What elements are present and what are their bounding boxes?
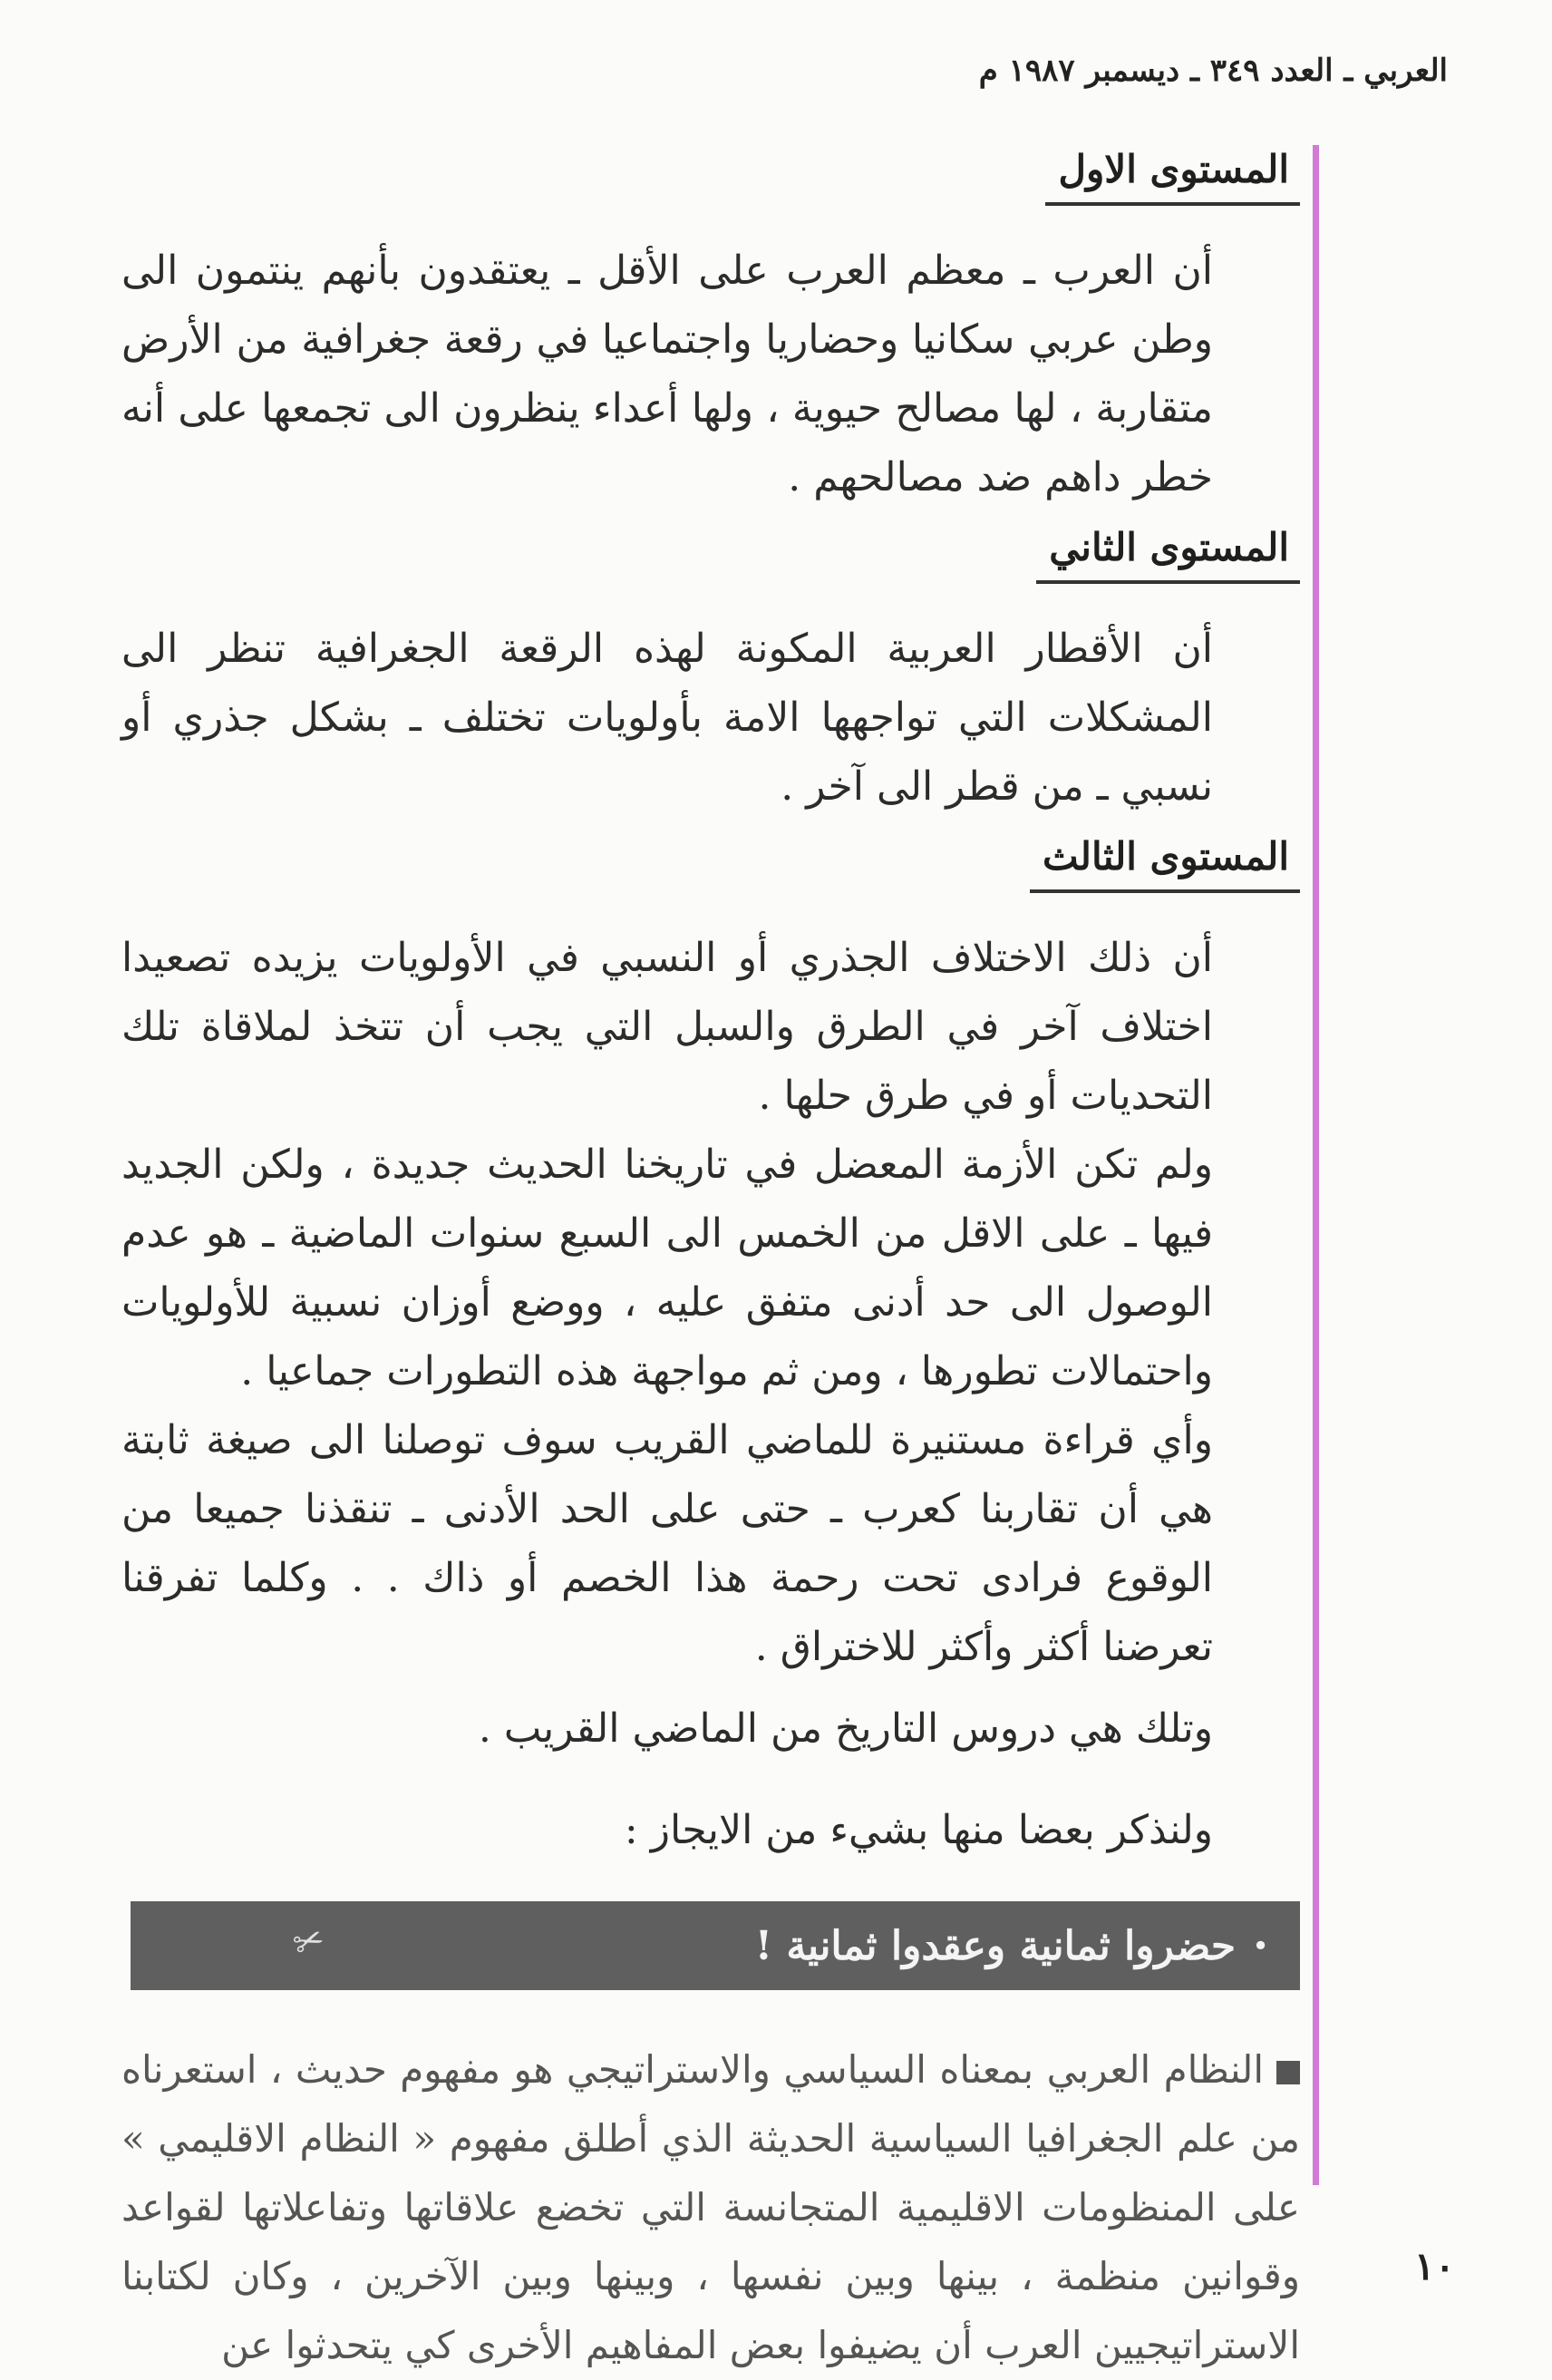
closing-line: ولنذكر بعضا منها بشيء من الايجاز :: [624, 1807, 1213, 1853]
paragraph: أن الأقطار العربية المكونة لهذه الرقعة الجغرافية تنظر الى المشكلات التي تواجهها الامة بأولويات تختلف ـ بشكل جذري أو نسبي ـ من قطر الى آخر .: [121, 626, 1213, 810]
box-section: [121, 2035, 1300, 2380]
closing-line: وتلك هي دروس التاريخ من الماضي القريب .: [478, 1705, 1213, 1752]
running-header: العربي ـ العدد ٣٤٩ ـ ديسمبر ١٩٨٧ م: [978, 53, 1448, 89]
article-body: [121, 136, 1300, 2380]
section-level-one: [121, 136, 1300, 512]
scissors-icon: ✂: [287, 1917, 331, 1967]
accent-vertical-rule: [1313, 145, 1319, 2185]
banner-title: حضروا ثمانية وعقدوا ثمانية !: [754, 1922, 1237, 1969]
paragraph: أن العرب ـ معظم العرب على الأقل ـ يعتقدون بأنهم ينتمون الى وطن عربي سكانيا وحضاريا واجتماعيا في رقعة جغرافية من الأرض متقاربة ، لها مصالح حيوية ، ولها أعداء ينظرون الى تجمعها على أنه خطر داهم ضد مصالحهم .: [121, 248, 1213, 500]
box-paragraph-text: النظام العربي بمعناه السياسي والاستراتيجي هو مفهوم حديث ، استعرناه من علم الجغرافيا السياسية الحديثة الذي أطلق مفهوم « النظام الاقليمي » على المنظومات الاقليمية المتجانسة التي تخضع علاقاتها وتفاعلاتها لقواعد وقوانين منظمة ، بينها وبين نفسها ، وبينها وبين الآخرين ، وكان لكتابنا الاستراتيجيين العرب أن يضيفوا بعض المفاهيم الأخرى كي يتحدثوا عن: [121, 2047, 1300, 2367]
paragraph: ولم تكن الأزمة المعضل في تاريخنا الحديث جديدة ، ولكن الجديد فيها ـ على الاقل من الخمس الى السبع سنوات الماضية ـ هو عدم الوصول الى حد أدنى متفق عليه ، ووضع أوزان نسبية للأولويات واحتمالات تطورها ، ومن ثم مواجهة هذه التطورات جماعيا .: [121, 1141, 1213, 1394]
box-paragraph: [121, 2035, 1300, 2380]
section-level-two: [121, 521, 1300, 821]
paragraph: أن ذلك الاختلاف الجذري أو النسبي في الأولويات يزيده تصعيدا اختلاف آخر في الطرق والسبل التي يجب أن تتخذ لملاقاة تلك التحديات أو في طرق حلها .: [121, 935, 1213, 1119]
section-heading: المستوى الاول: [1045, 147, 1300, 206]
square-bullet-icon: [1276, 2061, 1300, 2084]
section-banner: [131, 1901, 1300, 1990]
page-number: ١٠: [1414, 2244, 1456, 2288]
section-level-three: [121, 831, 1300, 1682]
paragraph: وأي قراءة مستنيرة للماضي القريب سوف توصلنا الى صيغة ثابتة هي أن تقاربنا كعرب ـ حتى على الحد الأدنى ـ تنقذنا جميعا من الوقوع فرادى تحت رحمة هذا الخصم أو ذاك . . وكلما تفرقنا تعرضنا أكثر وأكثر للاختراق .: [121, 1417, 1213, 1670]
bullet-icon: •: [1252, 1928, 1269, 1963]
section-heading: المستوى الثالث: [1030, 834, 1300, 893]
section-heading: المستوى الثاني: [1036, 525, 1300, 584]
